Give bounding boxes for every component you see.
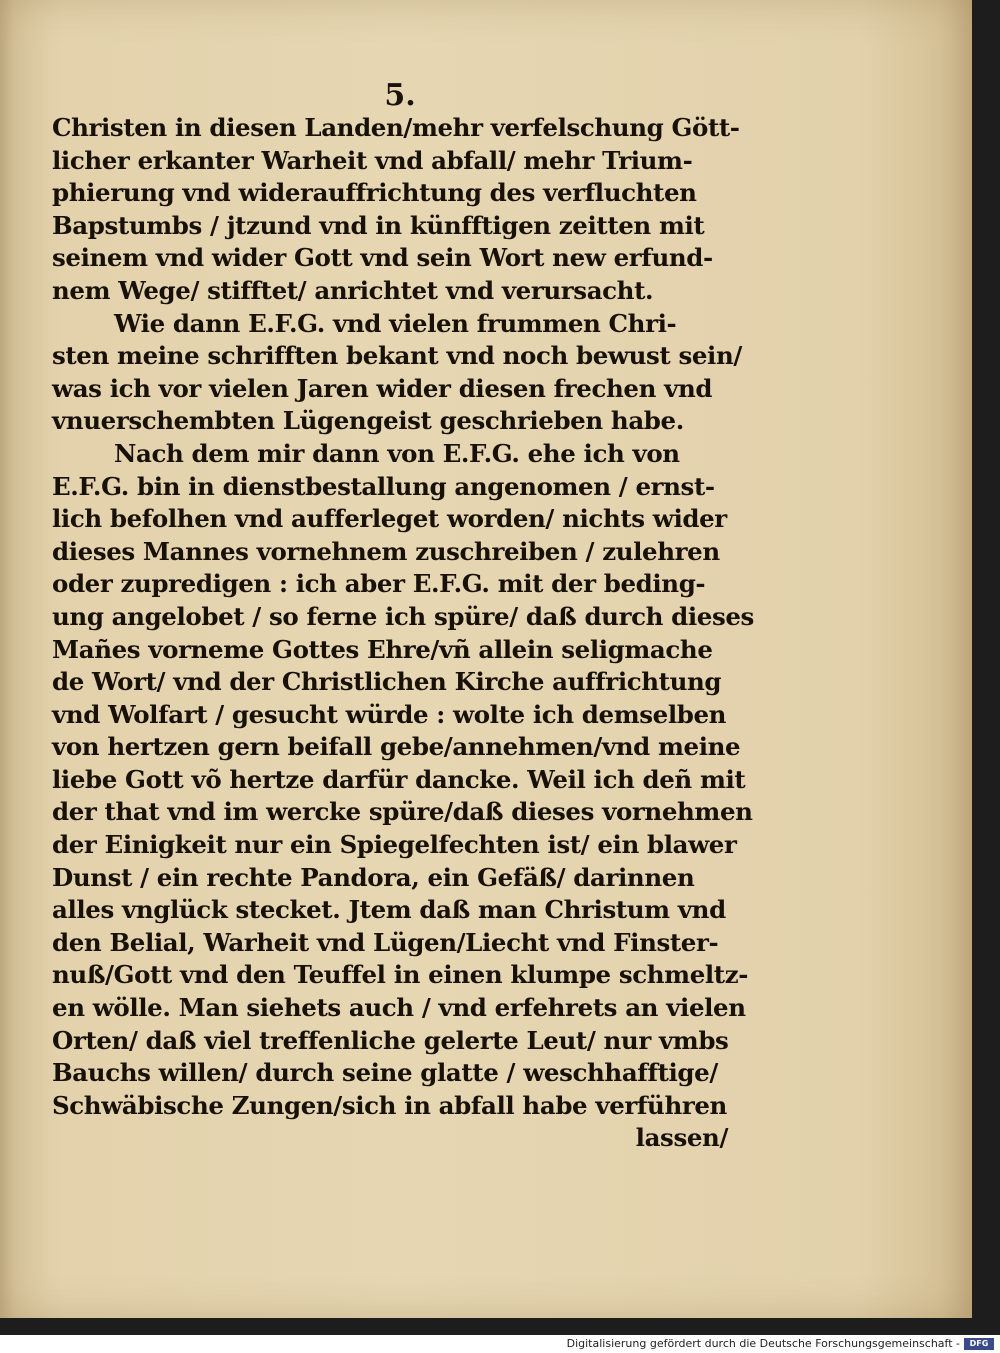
text-line: der that vnd im wercke spüre/daß dieses vornehmen (52, 797, 753, 827)
text-line: Nach dem mir dann von E.F.G. ehe ich von (114, 438, 680, 468)
text-line: en wölle. Man siehets auch / vnd erfehrets an vielen (52, 993, 746, 1023)
text-line: oder zupredigen : ich aber E.F.G. mit der beding- (52, 569, 706, 599)
text-line: ung angelobet / so ferne ich spüre/ daß durch dieses (52, 601, 754, 631)
text-line: Dunst / ein rechte Pandora, ein Gefäß/ darinnen (52, 862, 695, 892)
text-line: phierung vnd widerauffrichtung des verfluchten (52, 178, 697, 208)
text-line: licher erkanter Warheit vnd abfall/ mehr Trium- (52, 145, 693, 175)
text-line: de Wort/ vnd der Christlichen Kirche auffrichtung (52, 667, 722, 697)
text-line: der Einigkeit nur ein Spiegelfechten ist/ ein blawer (52, 830, 737, 860)
text-line: Schwäbische Zungen/sich in abfall habe verführen (52, 1090, 727, 1120)
text-line: seinem vnd wider Gott vnd sein Wort new erfund- (52, 243, 713, 273)
text-line: dieses Mannes vornehnem zuschreiben / zulehren (52, 536, 720, 566)
dfg-logo: DFG (964, 1338, 994, 1350)
text-line: sten meine schrifften bekant vnd noch bewust sein/ (52, 341, 742, 371)
text-line: Orten/ daß viel treffenliche gelerte Leut/ nur vmbs (52, 1025, 729, 1055)
text-line: den Belial, Warheit vnd Lügen/Liecht vnd Finster- (52, 927, 719, 957)
text-line: alles vnglück stecket. Jtem daß man Christum vnd (52, 895, 726, 925)
text-line: vnd Wolfart / gesucht würde : wolte ich demselben (52, 699, 727, 729)
footer-credit: Digitalisierung gefördert durch die Deutsche Forschungsgemeinschaft - (566, 1337, 960, 1350)
text-line: vnuerschembten Lügengeist geschrieben habe. (52, 406, 684, 436)
footer-bar (0, 1335, 1000, 1353)
text-line: lich befolhen vnd aufferleget worden/ nichts wider (52, 504, 727, 534)
text-block (52, 112, 754, 1155)
text-line: Bauchs willen/ durch seine glatte / weschhafftige/ (52, 1058, 718, 1088)
text-line: Mañes vorneme Gottes Ehre/vñ allein seligmache (52, 634, 713, 664)
text-line: lassen/ (635, 1123, 728, 1153)
text-line: Christen in diesen Landen/mehr verfelschung Gött- (52, 113, 740, 142)
text-line: Bapstumbs / jtzund vnd in künfftigen zeitten mit (52, 210, 705, 240)
text-line: liebe Gott võ hertze darfür dancke. Weil ich deñ mit (52, 764, 746, 794)
text-line: was ich vor vielen Jaren wider diesen frechen vnd (52, 373, 713, 403)
text-line: Wie dann E.F.G. vnd vielen frummen Chri- (114, 308, 677, 338)
text-line: nem Wege/ stifftet/ anrichtet vnd verursacht. (52, 275, 654, 305)
text-line: von hertzen gern beifall gebe/annehmen/vnd meine (52, 732, 741, 762)
page-number: 5. (384, 78, 416, 113)
text-line: E.F.G. bin in dienstbestallung angenomen / ernst- (52, 471, 715, 501)
text-line: nuß/Gott vnd den Teuffel in einen klumpe schmeltz- (52, 960, 749, 990)
